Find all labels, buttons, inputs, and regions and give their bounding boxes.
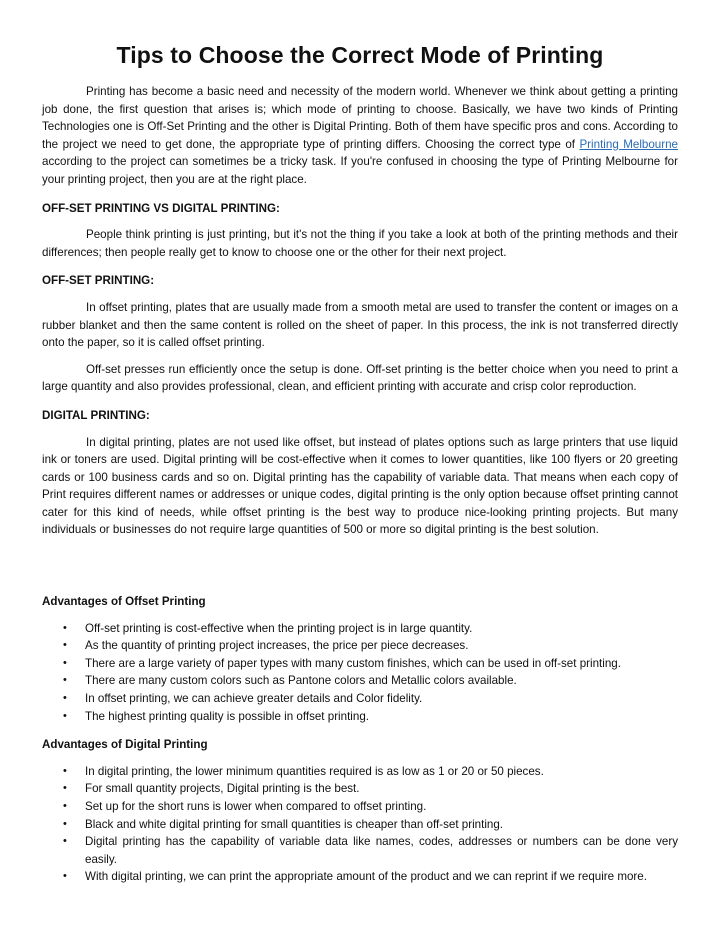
list-item [63,798,678,816]
list-item-text: In digital printing, the lower minimum quantities required is as low as 1 or 20 or 50 pieces. [85,764,544,778]
list-item-text: In offset printing, we can achieve greater details and Color fidelity. [85,692,423,706]
bullet-icon: • [63,782,67,795]
list-item-text: The highest printing quality is possible in offset printing. [85,709,369,723]
section-heading-offset: OFF-SET PRINTING: [42,274,155,288]
section-paragraph-offset-1: In offset printing, plates that are usually made from a smooth metal are used to transfer the content or images on a rubber blanket and then the same content is rolled on the sheet of paper. In this process, the ink is not transferred directly onto the paper, so it is called offset printing. [42,300,678,350]
list-item [63,868,678,886]
list-item [63,690,678,708]
bullet-icon: • [63,817,67,830]
advantages-digital-heading: Advantages of Digital Printing [42,738,208,752]
advantages-offset-list [42,620,678,726]
bullet-icon: • [63,835,67,848]
bullet-icon: • [63,639,67,652]
list-item-text: Black and white digital printing for small quantities is cheaper than off-set printing. [85,817,504,831]
bullet-icon: • [63,709,67,722]
section-heading-offset-vs-digital: OFF-SET PRINTING VS DIGITAL PRINTING: [42,201,280,215]
bullet-icon: • [63,800,67,812]
bullet-icon: • [63,764,67,777]
list-item [63,708,678,726]
bullet-icon: • [63,621,67,634]
list-item-text: Set up for the short runs is lower when compared to offset printing. [85,800,427,813]
list-item [63,780,678,798]
intro-text-after-link: according to the project can sometimes be a tricky task. If you're confused in choosing the type of Printing Melbourne for your printing project, then you are at the right place. [42,155,678,186]
advantages-digital-list [42,763,678,886]
list-item-text: For small quantity projects, Digital printing is the best. [85,782,360,796]
list-item-text: With digital printing, we can print the appropriate amount of the product and we can reprint if we require more. [85,870,647,884]
printing-melbourne-link[interactable]: Printing Melbourne [579,137,678,151]
list-item-text: There are a large variety of paper types with many custom finishes, which can be used in off-set printing. [85,656,621,670]
section-paragraph-offset-vs-digital: People think printing is just printing, but it's not the thing if you take a look at both of the printing methods and their differences; then people really get to know to choose one or the other for their next project. [42,228,678,259]
list-item-text: As the quantity of printing project increases, the price per piece decreases. [85,639,469,653]
intro-text-before-link: Printing has become a basic need and necessity of the modern world. Whenever we think about getting a printing job done, the first question that arises is; which mode of printing to choose. Basically, we have two kinds of Printing Technologies one is Off-Set Printing and the other is Digital Printing. Both of them have specific pros and cons. According to the project we need to get done, the appropriate type of printing differs. Choosing the correct type of [42,85,678,151]
list-item [63,672,678,690]
section-paragraph-digital: In digital printing, plates are not used like offset, but instead of plates options such as large printers that use liquid ink or toners are used. Digital printing will be cost-effective when it comes to lower quantities, like 100 flyers or 20 greeting cards or 100 business cards and so on. Digital printing has the capability of variable data. That means when each copy of Print requires different names or addresses or unique codes, digital printing is the only option because offset printing cannot cater for this kind of needs, while offset printing is the best way to produce nice-looking printing projects. But many individuals or businesses do not require large quantities of 500 or more so digital printing is the best solution. [42,435,678,537]
intro-paragraph [42,83,678,189]
list-item-text: There are many custom colors such as Pantone colors and Metallic colors available. [85,674,517,688]
list-item [63,816,678,834]
blank-spacer [42,548,678,582]
list-item [63,655,678,673]
section-heading-digital: DIGITAL PRINTING: [42,408,150,422]
list-item [63,763,678,781]
list-item-text: Off-set printing is cost-effective when the printing project is in large quantity. [85,621,473,635]
page-title: Tips to Choose the Correct Mode of Printing [116,42,604,68]
bullet-icon: • [63,692,67,705]
advantages-offset-heading: Advantages of Offset Printing [42,595,206,609]
list-item-text: Digital printing has the capability of variable data like names, codes, addresses or numbers can be done very easily. [85,835,678,866]
bullet-icon: • [63,674,67,687]
list-item [63,833,678,868]
bullet-icon: • [63,656,67,669]
bullet-icon: • [63,870,67,883]
section-paragraph-offset-2: Off-set presses run efficiently once the setup is done. Off-set printing is the better choice when you need to print a large quantity and also provides professional, clean, and efficient printing with accurate and crisp color reproduction. [42,362,678,394]
list-item [63,620,678,638]
list-item [63,637,678,655]
